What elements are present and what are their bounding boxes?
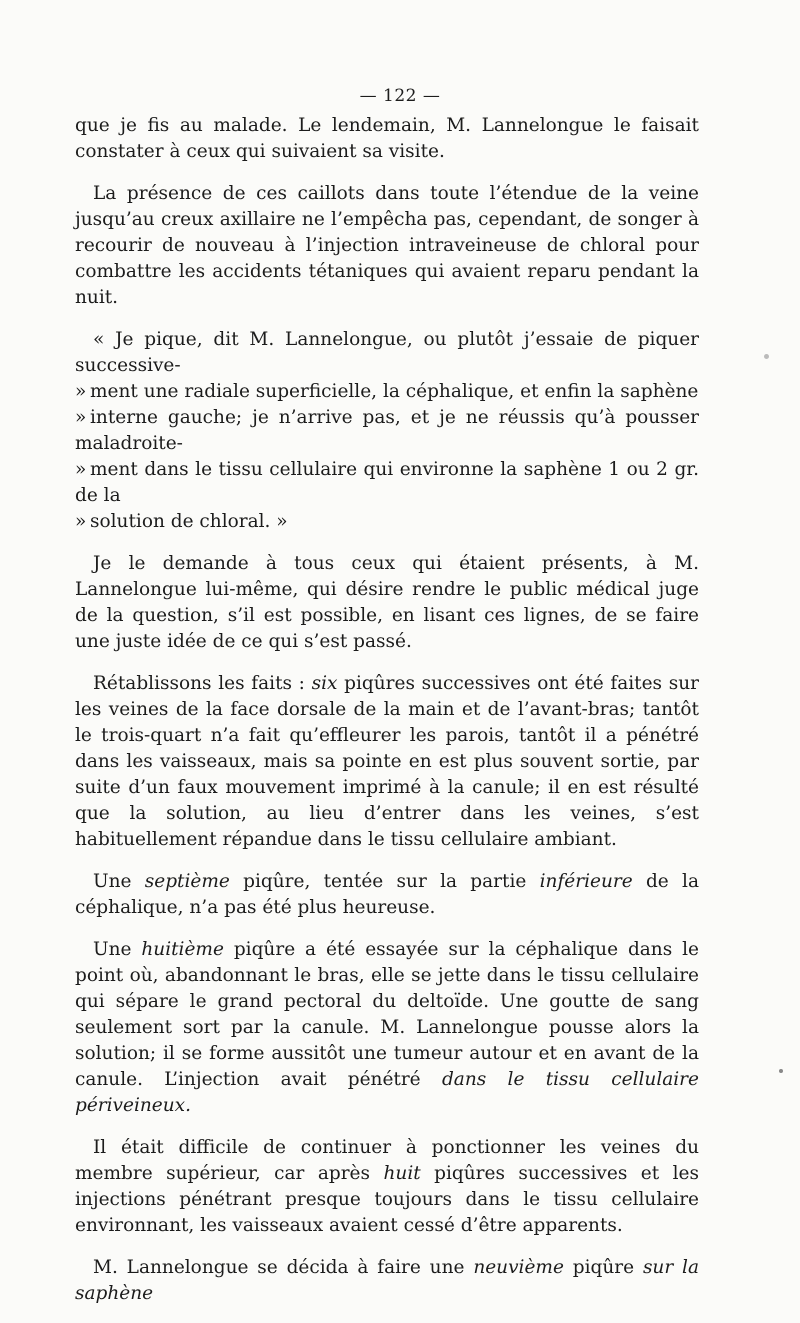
paragraph: [75, 1135, 699, 1239]
quote-line: interne gauche; je n’arrive pas, et je ne réussis qu’à pousser maladroite-: [75, 407, 699, 454]
quote-line: ment dans le tissu cellulaire qui environne la saphène 1 ou 2 gr. de la: [75, 459, 699, 506]
text-run: piqûre: [572, 1257, 635, 1278]
text-run: Il était difficile de continuer à ponctionner les veines du membre supérieur, car après: [75, 1137, 699, 1184]
quote-line-wrapper: [75, 405, 699, 457]
italic-run: dans le tissu cellulaire périveineux.: [75, 1069, 699, 1116]
paragraph: [75, 671, 699, 853]
paragraph: [75, 937, 699, 1119]
text-run: piqûre a été essayée sur la céphalique dans le point où, abandonnant le bras, elle se jette dans le tissu cellulaire qui sépare le grand pectoral du deltoïde. Une goutte de sang seulement sort par la canule. M. Lannelongue pousse alors la solution; il se forme aussitôt une tumeur autour et en avant de la canule. L’injection avait pénétré: [75, 939, 699, 1090]
quote-mark: »: [75, 407, 87, 428]
paragraph: Je le demande à tous ceux qui étaient présents, à M. Lannelongue lui-même, qui désire rendre le public médical juge de la question, s’il est possible, en lisant ces lignes, de se faire une juste idée de ce qui s’est passé.: [75, 553, 699, 652]
quote-line-wrapper: [75, 509, 699, 535]
paragraph: [75, 1255, 699, 1307]
quote-line: « Je pique, dit M. Lannelongue, ou plutôt j’essaie de piquer successive-: [75, 329, 699, 376]
italic-run: six: [311, 673, 338, 694]
quotation-block: [75, 327, 699, 535]
italic-run: huitième: [141, 939, 224, 960]
italic-run: neuvième: [473, 1257, 564, 1278]
text-run: de la céphalique, n’a pas été plus heureuse.: [75, 871, 699, 918]
paragraph: La présence de ces caillots dans toute l’étendue de la veine jusqu’au creux axillaire ne l’empêcha pas, cependant, de songer à recourir de nouveau à l’injection intraveineuse de chloral pour combattre les accidents tétaniques qui avaient reparu pendant la nuit.: [75, 183, 699, 308]
quote-line: solution de chloral. »: [90, 511, 288, 532]
text-run: piqûres successives et les injections pénétrant presque toujours dans le tissu cellulaire environnant, les vaisseaux avaient cessé d’être apparents.: [75, 1163, 699, 1236]
body-text: [75, 113, 699, 1323]
quote-mark: »: [75, 459, 87, 480]
quote-line: ment une radiale superficielle, la céphalique, et enfin la saphène: [90, 381, 699, 402]
text-run: Une: [93, 871, 132, 892]
italic-run: sur la saphène: [75, 1257, 699, 1304]
paper-speck: [764, 354, 769, 359]
text-run: Rétablissons les faits :: [93, 673, 305, 694]
text-run: piqûre, tentée sur la partie: [243, 871, 527, 892]
italic-run: septième: [144, 871, 230, 892]
quote-mark: »: [75, 381, 87, 402]
italic-run: inférieure: [539, 871, 633, 892]
paragraph: [75, 869, 699, 921]
text-run: Une: [93, 939, 132, 960]
text-run: M. Lannelongue se décida à faire une: [93, 1257, 465, 1278]
quote-mark: »: [75, 511, 87, 532]
paragraph-continued: que je fis au malade. Le lendemain, M. Lannelongue le faisait constater à ceux qui suivaient sa visite.: [75, 115, 699, 162]
italic-run: huit: [383, 1163, 421, 1184]
paper-speck: [779, 1069, 783, 1073]
quote-line-wrapper: [75, 379, 699, 405]
quote-line-wrapper: [75, 457, 699, 509]
page-number: — 122 —: [359, 86, 441, 106]
text-run: piqûres successives ont été faites sur les veines de la face dorsale de la main et de l’avant-bras; tantôt le trois-quart n’a fait qu’effleurer les parois, tantôt il a pénétré dans les vaisseaux, mais sa pointe en est plus souvent sortie, par suite d’un faux mouvement imprimé à la canule; il en est résulté que la solution, au lieu d’entrer dans les veines, s’est habituellement répandue dans le tissu cellulaire ambiant.: [75, 673, 699, 850]
